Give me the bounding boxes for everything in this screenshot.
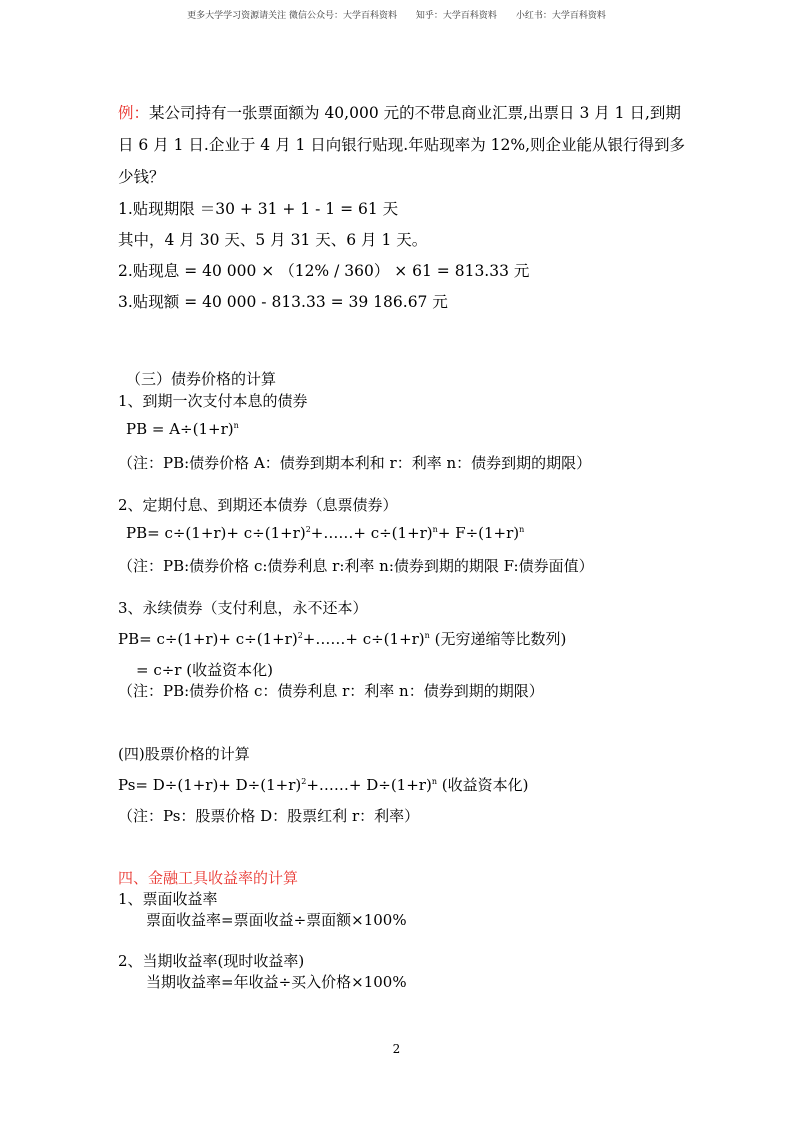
yield-s2-formula: 当期收益率=年收益÷买入价格×100% (146, 973, 407, 991)
example-line-1 (118, 101, 681, 123)
bond-s3-formula-2: = c÷r (收益资本化) (136, 661, 273, 679)
bond-s2-title: 2、定期付息、到期还本债券（息票债券） (118, 496, 398, 514)
bond-s1-note: （注：PB:债券价格 A：债券到期本利和 r：利率 n：债券到期的期限） (118, 454, 592, 472)
header-xiaohongshu: 小红书：大学百科资料 (515, 11, 606, 21)
header-zhihu: 知乎：大学百科资料 (415, 11, 497, 21)
example-line-3: 少钱？ (118, 168, 165, 186)
stock-section-title: (四)股票价格的计算 (118, 745, 250, 763)
example-step-2: 2.贴现息 = 40 000 × （12% / 360） × 61 = 813.33 元 (118, 262, 530, 280)
example-step-1-note: 其中，4 月 30 天、5 月 31 天、6 月 1 天。 (118, 231, 428, 249)
stock-formula: $Ps= D\div(1+r)+ D\div(1+r)^2+\dots\dots+ D\div(1+r)^n$ (收益资本化) (118, 776, 529, 794)
page-header (0, 8, 793, 21)
example-step-3: 3.贴现额 = 40 000 - 813.33 = 39 186.67 元 (118, 293, 448, 311)
bond-s2-formula: $PB= c\div(1+r)+ c\div(1+r)^2+\dots\dots+ c\div(1+r)^n+ F\div(1+r)^n$ (126, 524, 525, 542)
page-number: 2 (392, 1042, 401, 1056)
bond-s3-formula: $PB= c\div(1+r)+ c\div(1+r)^2+\dots\dots+ c\div(1+r)^n$ (无穷递缩等比数列) (118, 630, 567, 648)
stock-note: （注：Ps：股票价格 D：股票红利 r：利率） (118, 807, 420, 825)
bond-s2-note: （注：PB:债券价格 c:债券利息 r:利率 n:债券到期的期限 F:债券面值） (118, 557, 594, 575)
yield-s1-title: 1、票面收益率 (118, 890, 218, 908)
bond-s1-title: 1、到期一次支付本息的债券 (118, 392, 308, 410)
bond-s3-note: （注：PB:债券价格 c：债券利息 r：利率 n：债券到期的期限） (118, 682, 544, 700)
bond-section-title: （三）债券价格的计算 (126, 370, 277, 388)
yield-s1-formula: 票面收益率=票面收益÷票面额×100% (146, 911, 407, 929)
example-text-1: 某公司持有一张票面额为 40,000 元的不带息商业汇票,出票日 3 月 1 日,到期 (149, 104, 681, 122)
bond-s3-title: 3、永续债券（支付利息，永不还本） (118, 599, 368, 617)
header-wechat: 更多大学学习资源请关注 微信公众号：大学百科资料 (187, 11, 398, 21)
bond-s1-formula: PB = $A\div(1+r)^n$ (126, 420, 239, 438)
yield-s2-title: 2、当期收益率(现时收益率) (118, 952, 305, 970)
example-line-2: 日 6 月 1 日.企业于 4 月 1 日向银行贴现.年贴现率为 12%,则企业能从银行得到多 (118, 136, 686, 154)
example-label: 例： (118, 104, 150, 122)
yield-section-title: 四、金融工具收益率的计算 (118, 869, 299, 887)
example-step-1: 1.贴现期限 ＝30 + 31 + 1 - 1 = 61 天 (118, 200, 399, 218)
